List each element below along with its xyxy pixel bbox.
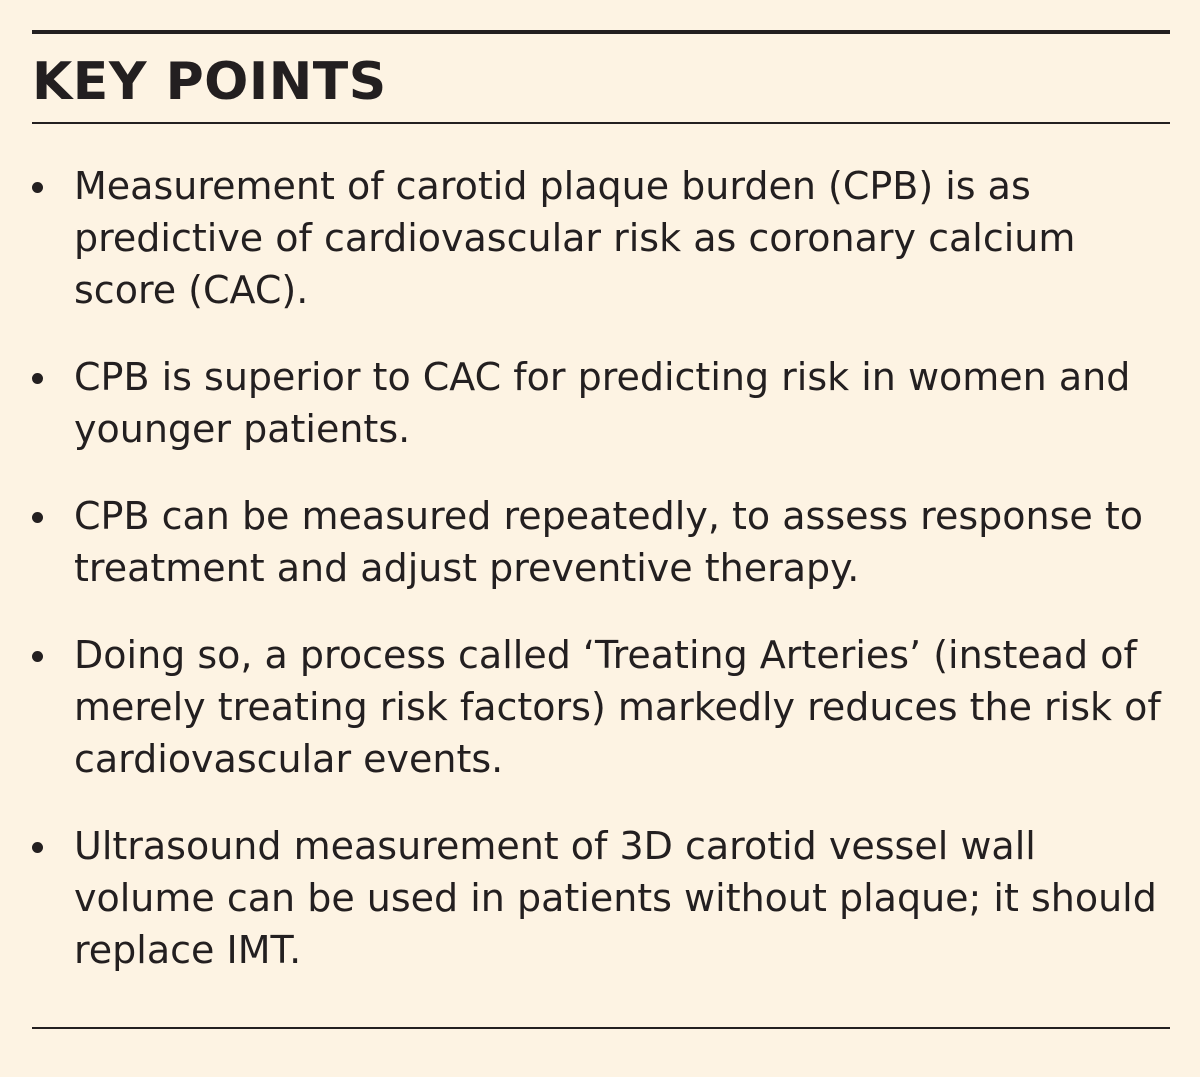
bullet-dot-icon [32, 842, 43, 853]
key-point-text: CPB can be measured repeatedly, to assess response to treatment and adjust preventive therapy. [74, 494, 1143, 590]
key-point-text: Measurement of carotid plaque burden (CPB) is as predictive of cardiovascular risk as coronary calcium score (CAC). [74, 164, 1076, 312]
key-point-item [32, 820, 1170, 976]
bullet-dot-icon [32, 182, 43, 193]
heading-rule [32, 122, 1170, 124]
bottom-rule [32, 1027, 1170, 1029]
bullet-dot-icon [32, 651, 43, 662]
key-point-text: Doing so, a process called ‘Treating Arteries’ (instead of merely treating risk factors) markedly reduces the risk of cardiovascular events. [74, 633, 1161, 781]
key-point-item [32, 490, 1170, 594]
key-point-item [32, 629, 1170, 785]
key-point-text: Ultrasound measurement of 3D carotid vessel wall volume can be used in patients without plaque; it should replace IMT. [74, 824, 1157, 972]
bullet-dot-icon [32, 373, 43, 384]
key-points-heading: KEY POINTS [32, 52, 387, 112]
key-point-text: CPB is superior to CAC for predicting risk in women and younger patients. [74, 355, 1131, 451]
key-point-item [32, 160, 1170, 316]
bullet-dot-icon [32, 512, 43, 523]
key-points-list [32, 160, 1170, 1011]
key-points-box [32, 30, 1170, 1030]
key-point-item [32, 351, 1170, 455]
top-rule [32, 30, 1170, 34]
